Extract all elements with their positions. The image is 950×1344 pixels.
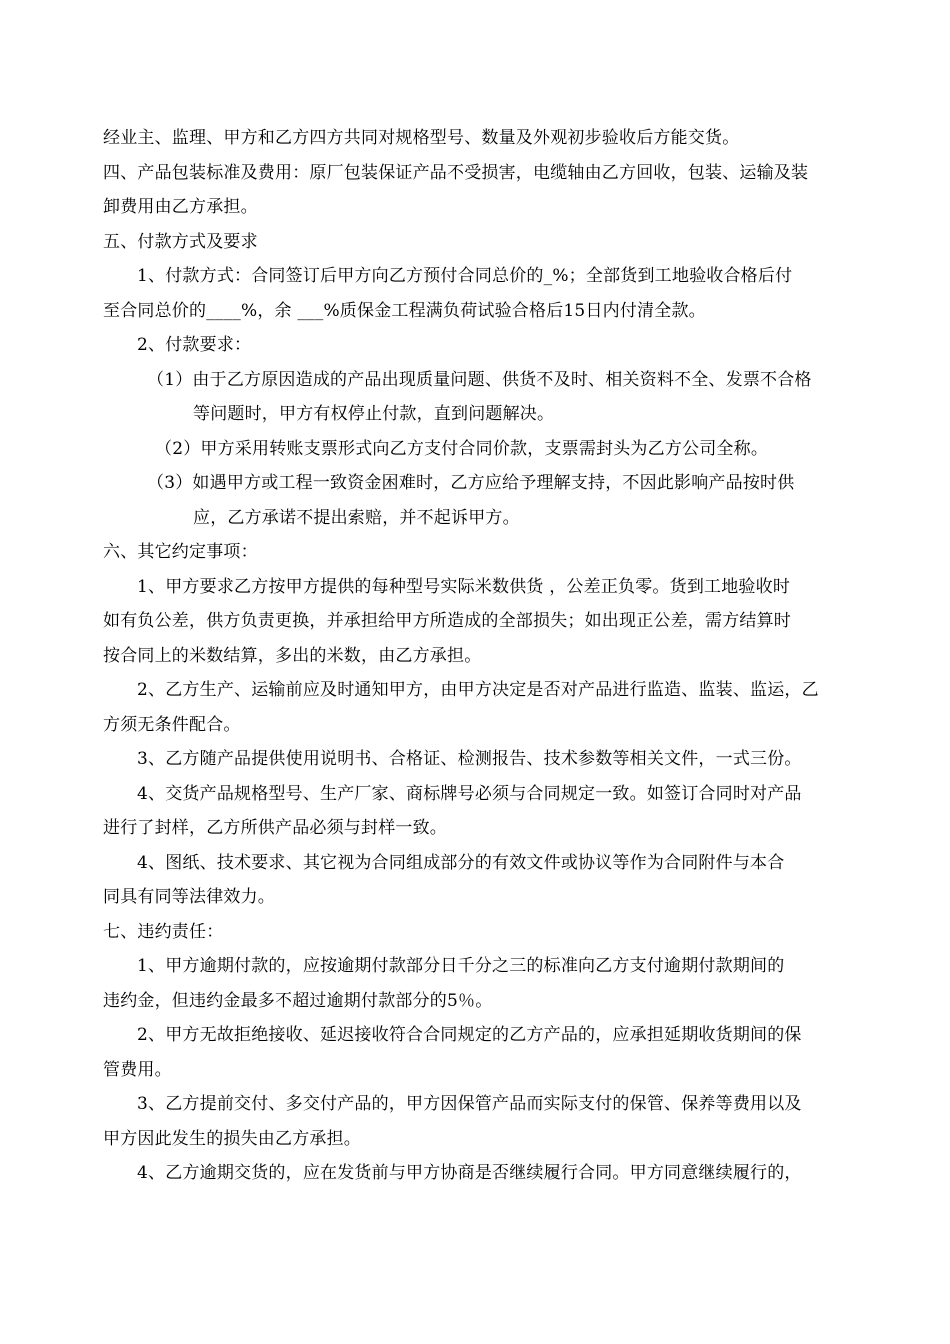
- section-heading: 五、付款方式及要求: [103, 231, 258, 252]
- text-line: 至合同总价的____%，余 ___%质保金工程满负荷试验合格后15日内付清全款。: [103, 300, 706, 321]
- clause-item: 3、乙方提前交付、多交付产品的，甲方因保管产品而实际支付的保管、保养等费用以及: [137, 1094, 802, 1114]
- text-line: 甲方因此发生的损失由乙方承担。: [103, 1128, 361, 1149]
- text-line: 同具有同等法律效力。: [103, 887, 275, 907]
- clause-item: 1、甲方逾期付款的，应按逾期付款部分日千分之三的标准向乙方支付逾期付款期间的: [137, 956, 785, 976]
- clause-item: 4、交货产品规格型号、生产厂家、商标牌号必须与合同规定一致。如签订合同时对产品: [137, 783, 802, 804]
- text-line: 如有负公差，供方负责更换，并承担给甲方所造成的全部损失；如出现正公差，需方结算时: [103, 611, 791, 631]
- section-heading: 四、产品包装标准及费用：原厂包装保证产品不受损害，电缆轴由乙方回收，包装、运输及装: [103, 162, 809, 183]
- text-line: 管费用。: [103, 1059, 172, 1080]
- text-line: 应，乙方承诺不提出索赔，并不起诉甲方。: [193, 507, 520, 528]
- sub-clause-item: （3）如遇甲方或工程一致资金困难时，乙方应给予理解支持，不因此影响产品按时供: [147, 473, 795, 493]
- clause-item: 2、乙方生产、运输前应及时通知甲方，由甲方决定是否对产品进行监造、监装、监运，乙: [137, 680, 819, 700]
- clause-item: 3、乙方随产品提供使用说明书、合格证、检测报告、技术参数等相关文件，一式三份。: [137, 749, 802, 769]
- text-line: 方须无条件配合。: [103, 714, 241, 735]
- sub-clause-item: （1）由于乙方原因造成的产品出现质量问题、供货不及时、相关资料不全、发票不合格: [147, 369, 812, 390]
- clause-item: 1、甲方要求乙方按甲方提供的每种型号实际米数供货 ，公差正负零。货到工地验收时: [137, 576, 791, 597]
- text-line: 卸费用由乙方承担。: [103, 197, 258, 217]
- text-line: 按合同上的米数结算，多出的米数，由乙方承担。: [103, 645, 482, 666]
- text-line: 等问题时，甲方有权停止付款，直到问题解决。: [193, 404, 555, 424]
- text-line: 进行了封样，乙方所供产品必须与封样一致。: [103, 818, 447, 838]
- clause-item: 4、乙方逾期交货的，应在发货前与甲方协商是否继续履行合同。甲方同意继续履行的，: [137, 1163, 802, 1183]
- sub-clause-item: （2）甲方采用转账支票形式向乙方支付合同价款，支票需封头为乙方公司全称。: [155, 438, 769, 459]
- clause-item: 2、付款要求：: [137, 335, 252, 355]
- clause-item: 1、付款方式：合同签订后甲方向乙方预付合同总价的_%；全部货到工地验收合格后付: [137, 266, 793, 286]
- text-line: 违约金，但违约金最多不超过逾期付款部分的5％。: [103, 990, 493, 1011]
- section-heading: 六、其它约定事项：: [103, 542, 258, 562]
- contract-page: [103, 121, 849, 1191]
- text-line: 经业主、监理、甲方和乙方四方共同对规格型号、数量及外观初步验收后方能交货。: [103, 128, 740, 148]
- clause-item: 2、甲方无故拒绝接收、延迟接收符合合同规定的乙方产品的，应承担延期收货期间的保: [137, 1025, 802, 1045]
- section-heading: 七、违约责任：: [103, 921, 224, 942]
- clause-item: 4、图纸、技术要求、其它视为合同组成部分的有效文件或协议等作为合同附件与本合: [137, 852, 785, 873]
